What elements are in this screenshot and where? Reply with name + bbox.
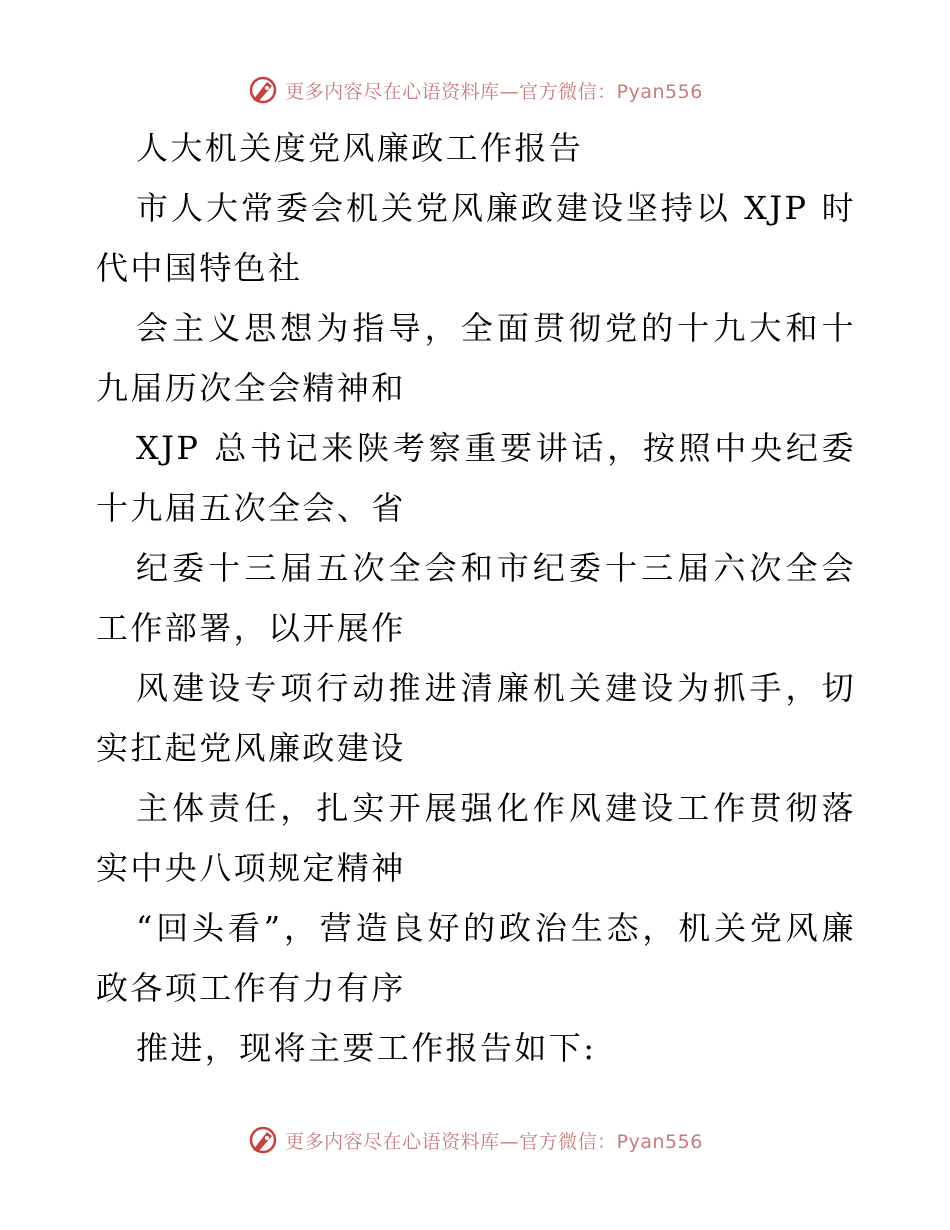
body-paragraph: 纪委十三届五次全会和市纪委十三届六次全会工作部署，以开展作 <box>96 549 856 647</box>
body-paragraph: 风建设专项行动推进清廉机关建设为抓手，切实扛起党风廉政建设 <box>96 669 856 767</box>
watermark-text: 更多内容尽在心语资料库—官方微信：Pyan556 <box>285 1130 703 1153</box>
body-paragraph: 推进，现将主要工作报告如下: <box>136 1029 597 1067</box>
pen-nib-logo-icon <box>247 74 279 106</box>
header-watermark <box>0 70 950 110</box>
body-paragraph: XJP 总书记来陕考察重要讲话，按照中央纪委十九届五次全会、省 <box>96 429 856 527</box>
watermark-text: 更多内容尽在心语资料库—官方微信：Pyan556 <box>285 80 703 103</box>
document-title: 人大机关度党风廉政工作报告 <box>136 129 584 167</box>
footer-watermark <box>0 1120 950 1160</box>
pen-nib-logo-icon <box>247 1124 279 1156</box>
body-paragraph: 主体责任，扎实开展强化作风建设工作贯彻落实中央八项规定精神 <box>96 789 856 887</box>
document-body <box>96 118 856 1078</box>
body-paragraph: “回头看”，营造良好的政治生态，机关党风廉政各项工作有力有序 <box>96 909 856 1007</box>
body-paragraph: 市人大常委会机关党风廉政建设坚持以 XJP 时代中国特色社 <box>96 189 856 287</box>
body-paragraph: 会主义思想为指导，全面贯彻党的十九大和十九届历次全会精神和 <box>96 309 856 407</box>
